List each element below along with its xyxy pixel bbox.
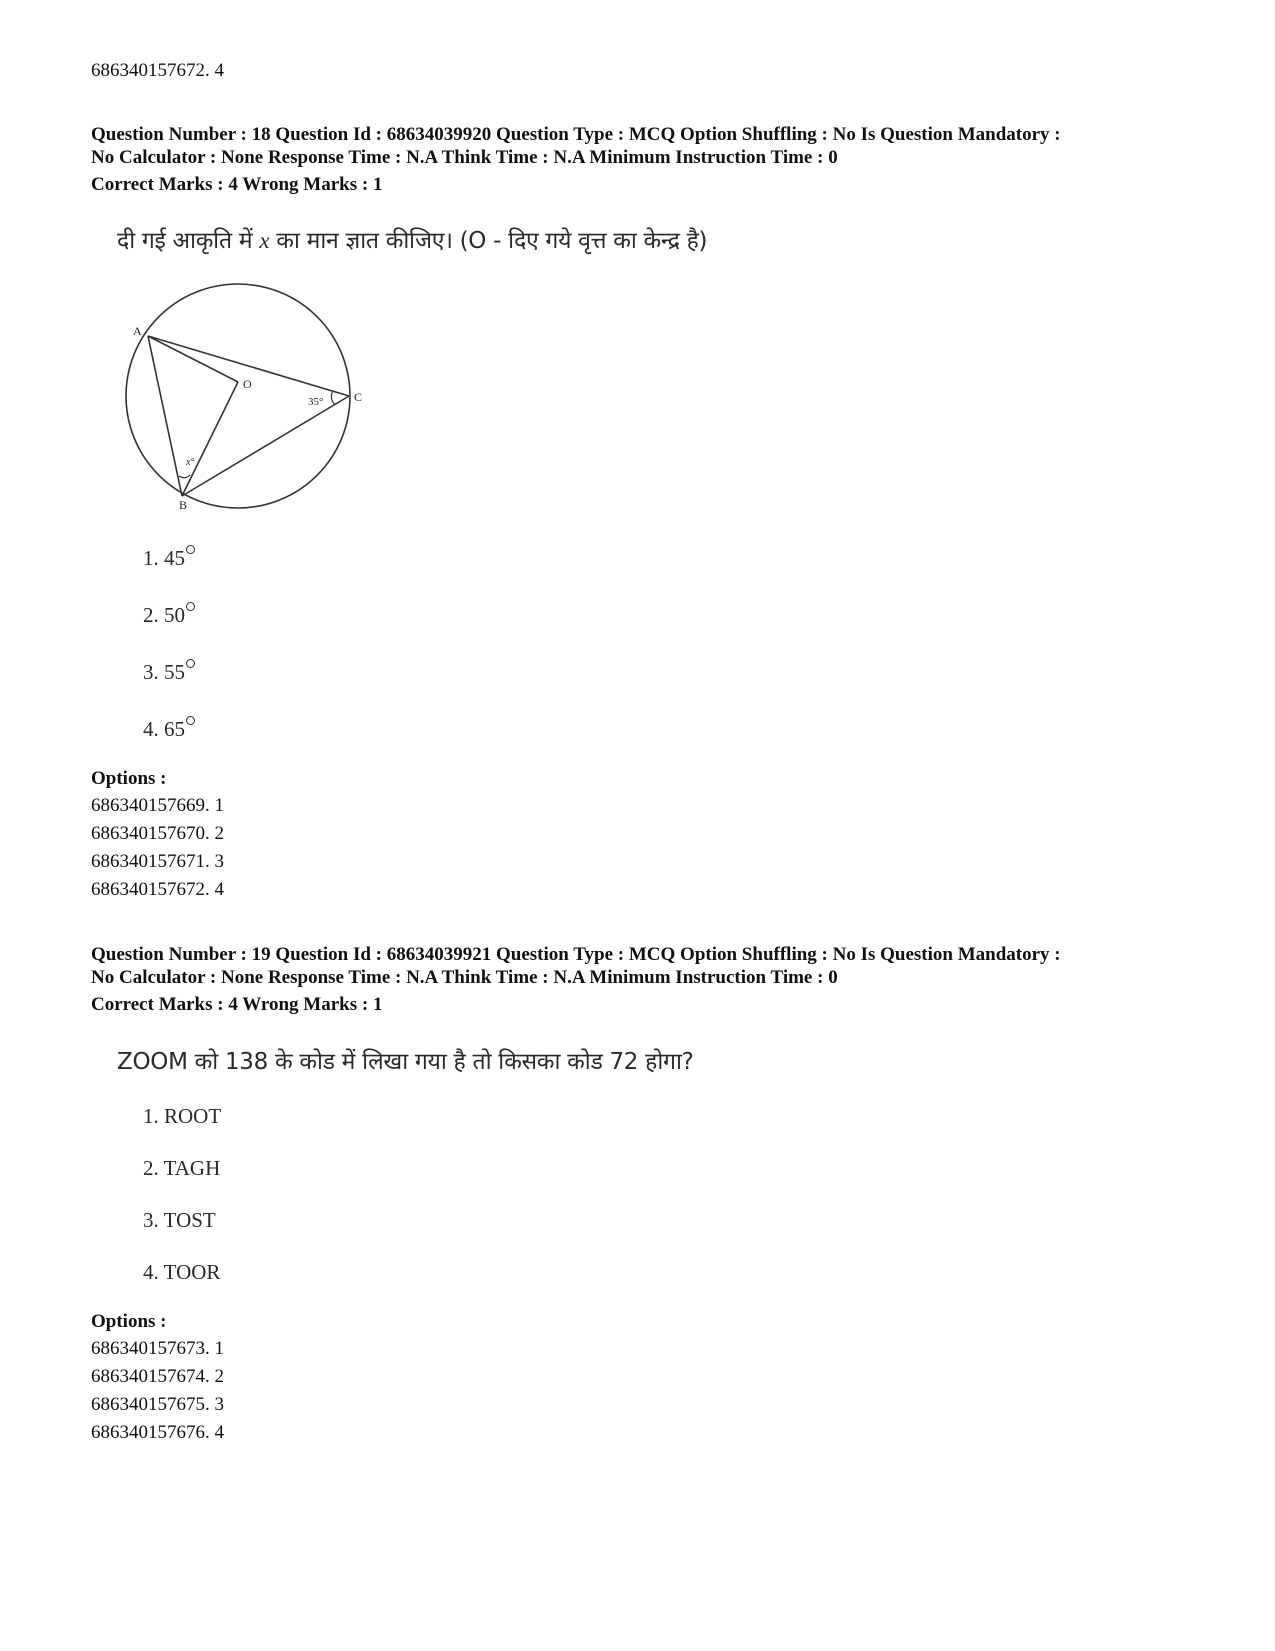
question-header-line1: Question Number : 18 Question Id : 68634039920 Question Type : MCQ Option Shuffling : No Is Question Mandatory : (91, 124, 1061, 145)
question-header-line1: Question Number : 19 Question Id : 68634039921 Question Type : MCQ Option Shuffling : No Is Question Mandatory : (91, 944, 1061, 965)
choice-4 (143, 716, 195, 742)
choice-3-text: 3. 55 (143, 660, 185, 684)
segment-ab (148, 336, 182, 496)
question-header (91, 943, 1201, 989)
choice-2 (143, 602, 195, 628)
choice-1: 1. ROOT (143, 1104, 222, 1128)
question-header-line2: No Calculator : None Response Time : N.A Think Time : N.A Minimum Instruction Time : 0 (91, 147, 838, 168)
option-id: 686340157670. 2 (91, 823, 224, 844)
angle-c-label: 35° (308, 396, 324, 408)
degree-icon (186, 659, 195, 668)
option-id-list (91, 1335, 224, 1447)
question-header-line2: No Calculator : None Response Time : N.A Think Time : N.A Minimum Instruction Time : 0 (91, 967, 838, 988)
question-marks: Correct Marks : 4 Wrong Marks : 1 (91, 174, 383, 195)
option-id-list (91, 792, 224, 904)
choice-4-text: 4. 65 (143, 717, 185, 741)
question-header (91, 123, 1201, 169)
degree-icon (186, 545, 195, 554)
question-text: ZOOM को 138 के कोड में लिखा गया है तो किसका कोड 72 होगा? (117, 1049, 694, 1075)
choice-3: 3. TOST (143, 1208, 216, 1232)
choice-1 (143, 545, 195, 571)
label-o: O (243, 377, 252, 391)
option-id: 686340157674. 2 (91, 1366, 224, 1387)
options-label: Options : (91, 768, 167, 789)
previous-option-id: 686340157672. 4 (91, 60, 224, 81)
label-c: C (354, 390, 363, 404)
option-id: 686340157676. 4 (91, 1422, 224, 1443)
circle-figure (118, 278, 380, 514)
label-b: B (179, 498, 188, 512)
option-id: 686340157669. 1 (91, 795, 224, 816)
angle-b-label: x° (186, 457, 195, 468)
choice-3 (143, 659, 195, 685)
angle-c-arc (331, 391, 335, 405)
label-a: A (133, 324, 142, 338)
choice-2: 2. TAGH (143, 1156, 221, 1180)
choice-2-text: 2. 50 (143, 603, 185, 627)
degree-icon (186, 602, 195, 611)
question-marks: Correct Marks : 4 Wrong Marks : 1 (91, 994, 383, 1015)
choice-1-text: 1. 45 (143, 546, 185, 570)
choice-4: 4. TOOR (143, 1260, 221, 1284)
question-text-part1: दी गई आकृति में (117, 228, 253, 254)
degree-icon (186, 716, 195, 725)
options-label: Options : (91, 1311, 167, 1332)
question-text-part2: का मान ज्ञात कीजिए। (O - दिए गये वृत्त का केन्द्र है) (276, 228, 708, 254)
question-variable: x (259, 228, 270, 253)
option-id: 686340157675. 3 (91, 1394, 224, 1415)
question-text (117, 227, 707, 255)
option-id: 686340157671. 3 (91, 851, 224, 872)
angle-b-arc (179, 475, 190, 478)
option-id: 686340157673. 1 (91, 1338, 224, 1359)
option-id: 686340157672. 4 (91, 879, 224, 900)
